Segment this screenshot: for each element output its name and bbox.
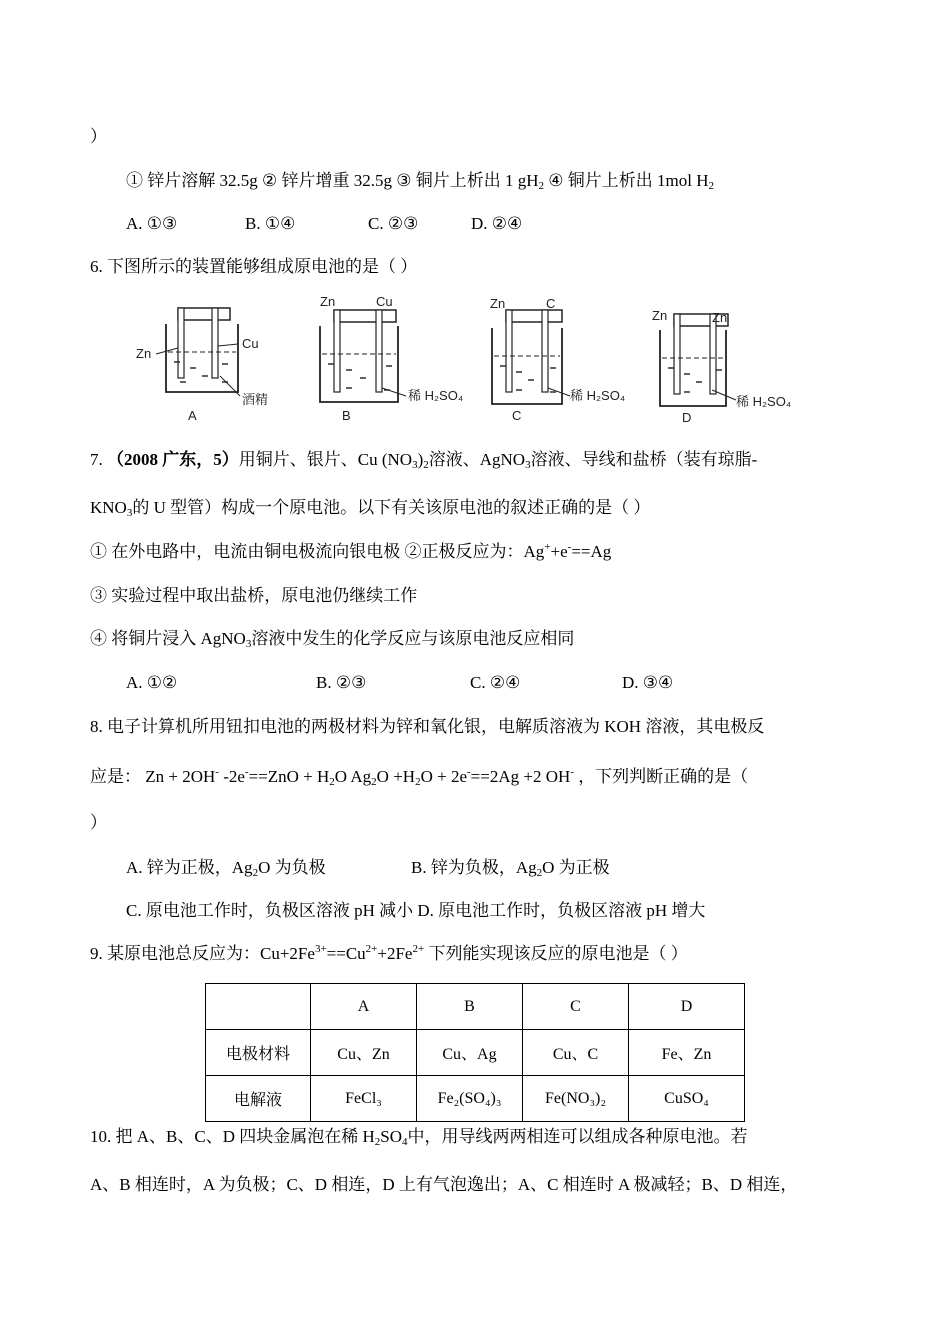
table-header-cell: D (629, 984, 745, 1030)
apparatus-c (490, 296, 625, 423)
table-header-cell: B (417, 984, 523, 1030)
q7-option-d: D. ③④ (622, 673, 674, 692)
q8-line2: 应是： Zn + 2OH- $-2e^-==ZnO + H_2O$ $Ag_2O +H_2O + 2e^-==2Ag +2$ OH- ，下列判断正确的是（ (90, 766, 749, 788)
apparatus-d (652, 308, 791, 425)
q9-text: 9. 某原电池总反应为：$Cu+2Fe^{3+}==Cu^{2+}+2Fe^{2+}$ 下列能实现该反应的原电池是（ ） (90, 943, 688, 963)
q5-paren-close: ） (90, 127, 107, 146)
q10-line1: 10. 把 A、B、C、D 四块金属泡在稀 $H_2SO_4$中，用导线两两相连可以组成各种原电池。若 (90, 1127, 748, 1148)
q7-line1: 7. （2008 广东，5）用铜片、银片、Cu $(NO_3)_2$溶液、AgNO$_3$溶液、导线和盐桥（装有琼脂- (90, 450, 758, 471)
apparatus-b-solution: 稀 H₂SO₄ (408, 388, 464, 403)
apparatus-c-left-label: Zn (490, 296, 506, 311)
q7-line2: $KNO_3$的 U 型管）构成一个原电池。以下有关该原电池的叙述正确的是（ ） (90, 498, 651, 519)
q5-s1: ① 锌片溶解 32.5g (126, 171, 258, 190)
table-row (206, 1030, 745, 1076)
q7-statement-3: ③ 实验过程中取出盐桥，原电池仍继续工作 (90, 586, 418, 605)
table-cell: Fe(NO₃)₂ (523, 1076, 629, 1122)
q7-statement-1-2: ① 在外电路中，电流由铜电极流向银电极 ②正极反应为：Ag++e-==Ag (90, 541, 612, 561)
table-cell: Cu、C (523, 1030, 629, 1076)
apparatus-a-letter: A (188, 408, 197, 423)
q8-paren-close: ） (90, 813, 107, 832)
q6-apparatus-figure (130, 296, 810, 426)
q6-text: 6. 下图所示的装置能够组成原电池的是（ ） (90, 257, 418, 276)
table-row (206, 984, 745, 1030)
q10-line2: A、B 相连时，A 为负极；C、D 相连，D 上有气泡逸出；A、C 相连时 A 极减轻；B、D 相连， (90, 1175, 798, 1194)
q8-option-c-d: C. 原电池工作时，负极区溶液 pH 减小 D. 原电池工作时，负极区溶液 pH 增大 (126, 901, 706, 920)
apparatus-b-right-label: Cu (376, 296, 393, 309)
apparatus-c-right-label: C (546, 296, 556, 311)
table-row (206, 1076, 745, 1122)
apparatus-c-letter: C (512, 408, 522, 423)
apparatus-a-left-label: Zn (136, 346, 152, 361)
table-cell: 电极材料 (206, 1030, 311, 1076)
q5-s3: ③ 铜片上析出 1 $gH_2$ (396, 171, 545, 192)
q5-s4: ④ 铜片上析出 1mol $H_2$ (548, 171, 714, 192)
q8-line1: 8. 电子计算机所用钮扣电池的两极材料为锌和氧化银，电解质溶液为 KOH 溶液，其电极反 (90, 717, 765, 736)
table-cell: FeCl₃ (311, 1076, 417, 1122)
apparatus-b-left-label: Zn (320, 296, 336, 309)
table-header-cell: A (311, 984, 417, 1030)
q7-option-a: A. ①② (126, 673, 178, 692)
table-header-cell (206, 984, 311, 1030)
apparatus-d-left-label: Zn (652, 308, 668, 323)
q7-option-c: C. ②④ (470, 673, 521, 692)
table-cell: Cu、Ag (417, 1030, 523, 1076)
q5-option-c: C. ②③ (368, 214, 419, 233)
apparatus-b-letter: B (342, 408, 351, 423)
apparatus-a-solution: 酒精 (242, 392, 269, 407)
table-cell: Fe、Zn (629, 1030, 745, 1076)
q7-option-b: B. ②③ (316, 673, 367, 692)
q9-table (205, 983, 745, 1122)
table-cell: Cu、Zn (311, 1030, 417, 1076)
apparatus-a (136, 308, 268, 423)
q5-option-a: A. ①③ (126, 214, 178, 233)
table-cell: 电解液 (206, 1076, 311, 1122)
q5-option-d: D. ②④ (471, 214, 523, 233)
apparatus-c-solution: 稀 H₂SO₄ (570, 388, 626, 403)
q7-source: （2008 广东，5） (107, 450, 239, 469)
apparatus-d-solution: 稀 H₂SO₄ (736, 394, 792, 409)
table-cell: Fe₂(SO₄)₃ (417, 1076, 523, 1122)
apparatus-a-right-label: Cu (242, 336, 259, 351)
q7-statement-4: ④ 将铜片浸入 AgNO$_3$溶液中发生的化学反应与该原电池反应相同 (90, 629, 575, 650)
apparatus-d-letter: D (682, 410, 692, 425)
q5-statements (126, 170, 714, 192)
apparatus-d-right-label: Zn (712, 310, 728, 325)
apparatus-b (320, 296, 463, 423)
q8-option-b: B. 锌为负极，$Ag_2O$ 为正极 (411, 858, 610, 879)
q5-s2: ② 锌片增重 32.5g (262, 171, 392, 190)
table-cell: CuSO₄ (629, 1076, 745, 1122)
q8-option-a: A. 锌为正极，$Ag_2O$ 为负极 (126, 858, 326, 879)
q5-option-b: B. ①④ (245, 214, 296, 233)
table-header-cell: C (523, 984, 629, 1030)
